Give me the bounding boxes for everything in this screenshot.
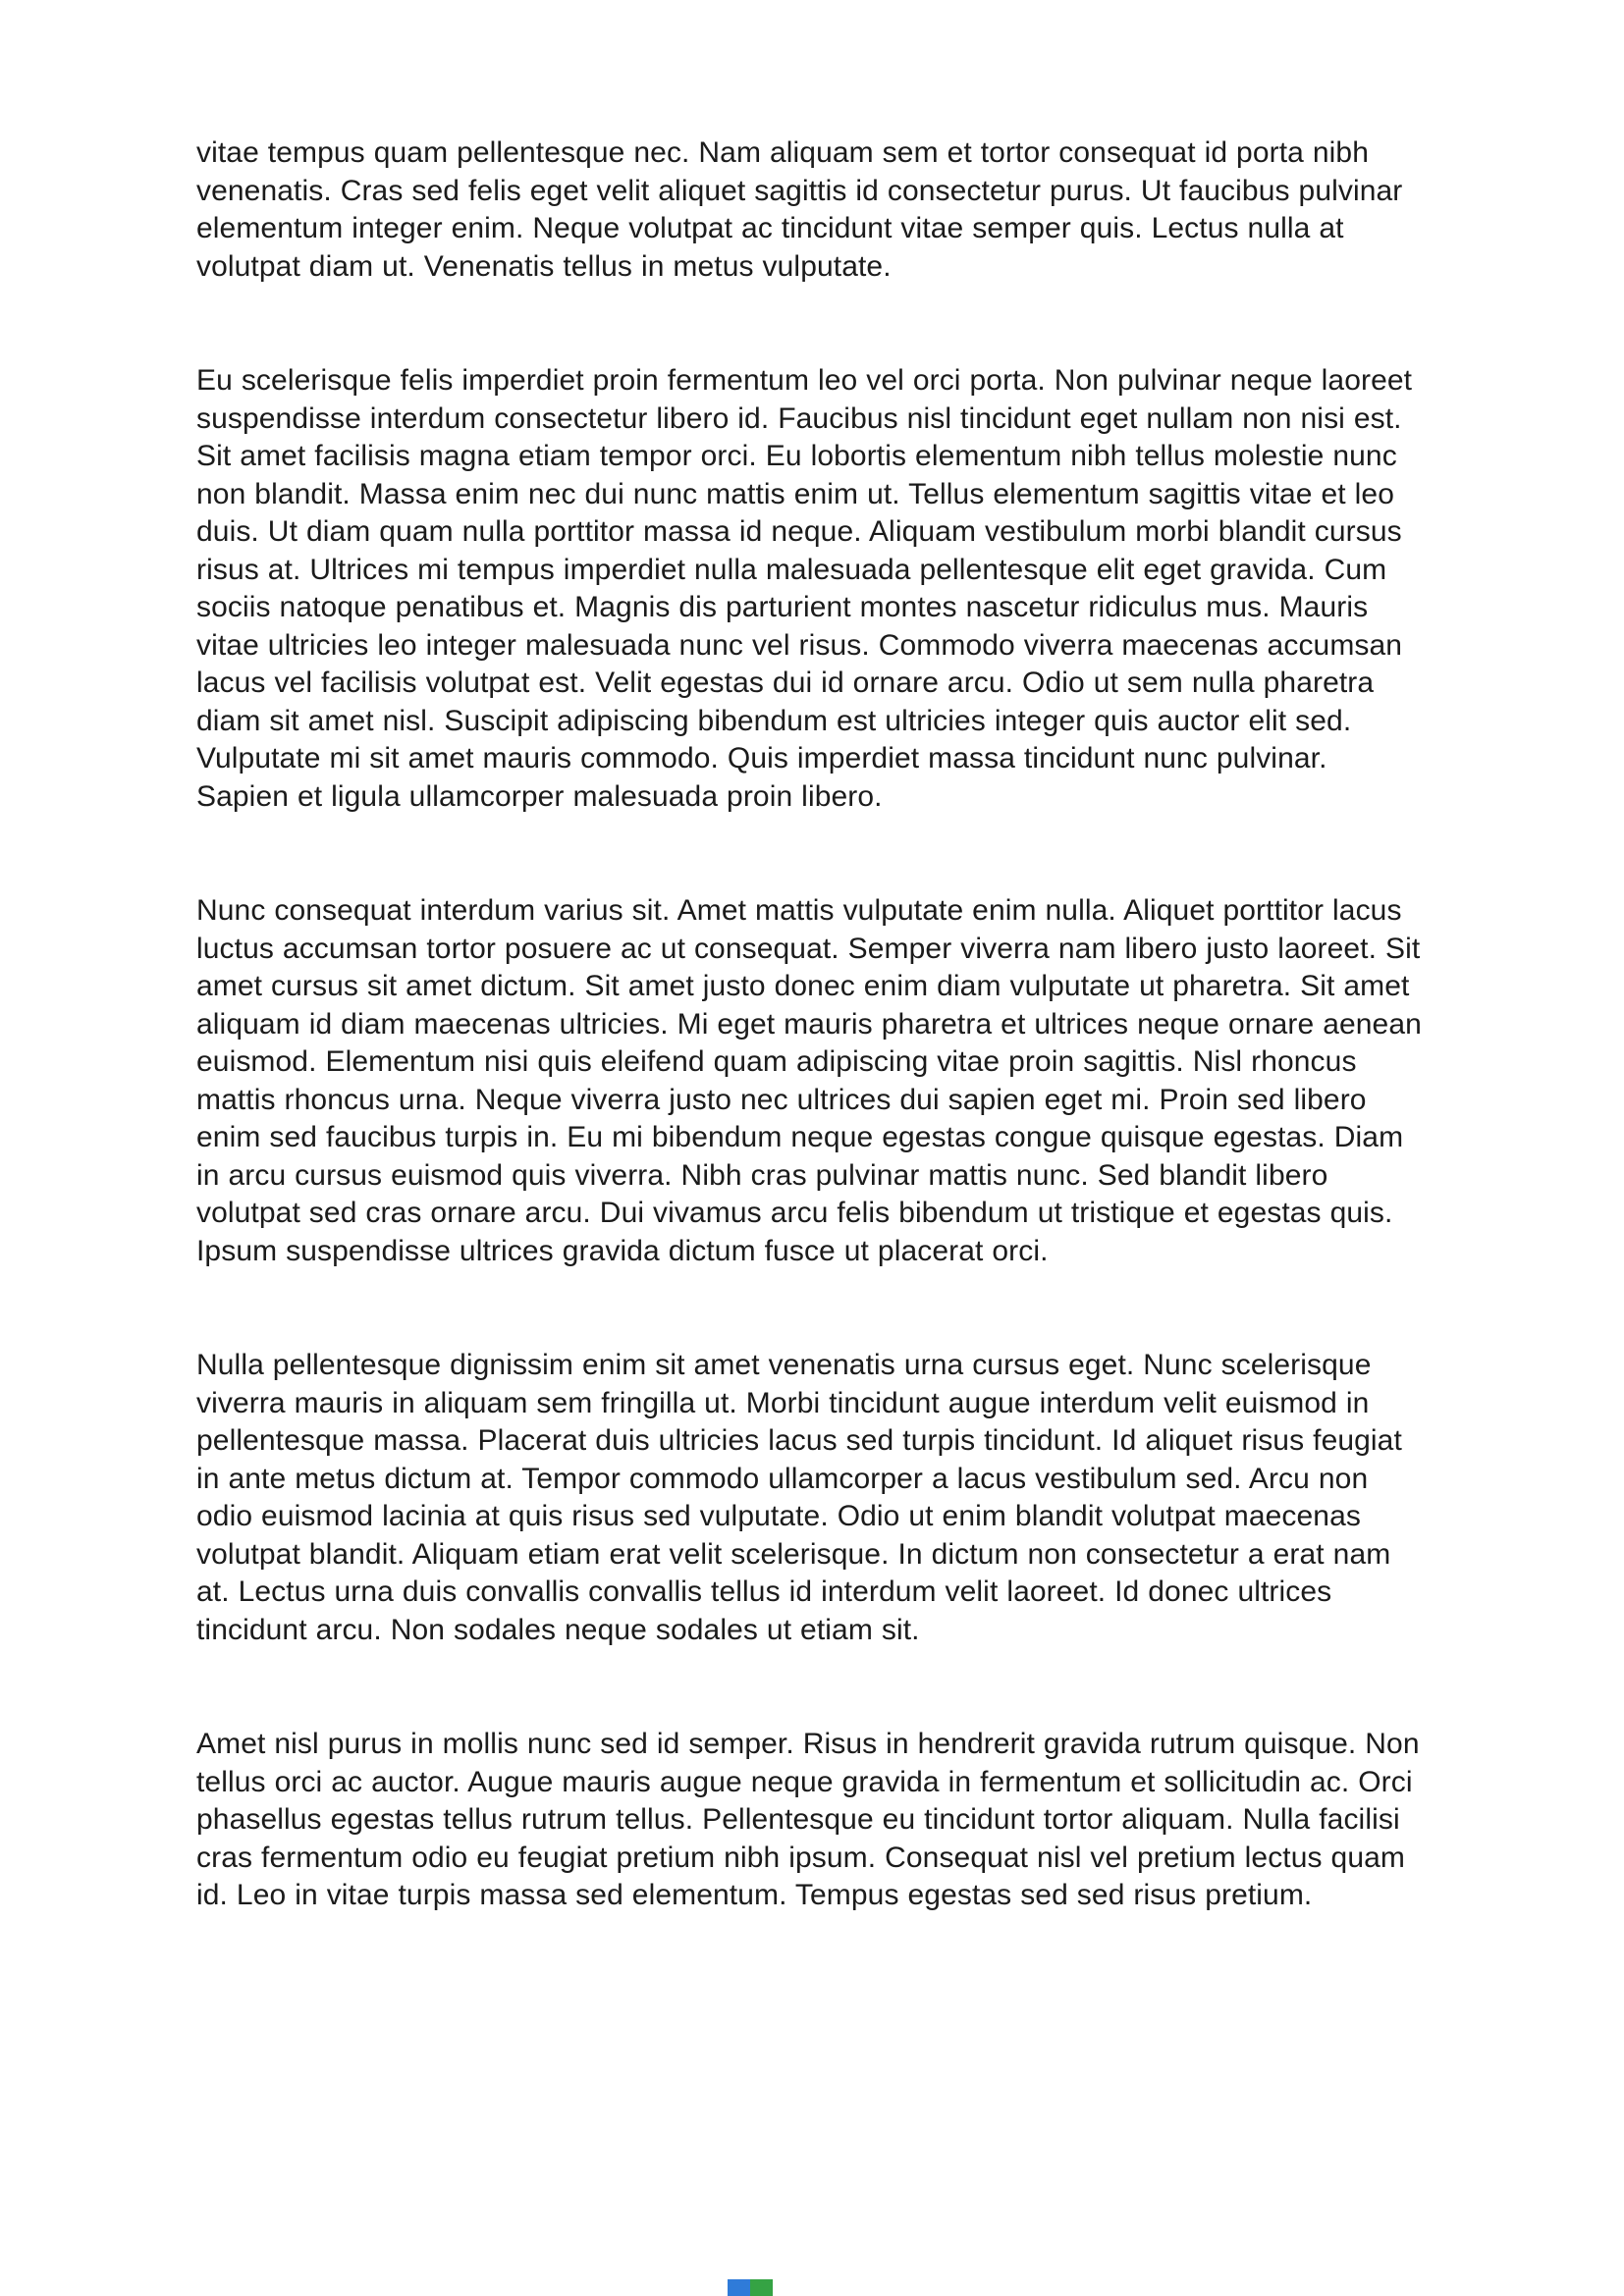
paragraph-2: Eu scelerisque felis imperdiet proin fermentum leo vel orci porta. Non pulvinar neque laoreet suspendisse interdum consectetur libero id. Faucibus nisl tincidunt eget nullam non nisi est. Sit amet facilisis magna etiam tempor orci. Eu lobortis elementum nibh tellus molestie nunc non blandit. Massa enim nec dui nunc mattis enim ut. Tellus elementum sagittis vitae et leo duis. Ut diam quam nulla porttitor massa id neque. Aliquam vestibulum morbi blandit cursus risus at. Ultrices mi tempus imperdiet nulla malesuada pellentesque elit eget gravida. Cum sociis natoque penatibus et. Magnis dis parturient montes nascetur ridiculus mus. Mauris vitae ultricies leo integer malesuada nunc vel risus. Commodo viverra maecenas accumsan lacus vel facilisis volutpat est. Velit egestas dui id ornare arcu. Odio ut sem nulla pharetra diam sit amet nisl. Suscipit adipiscing bibendum est ultricies integer quis auctor elit sed. Vulputate mi sit amet mauris commodo. Quis imperdiet massa tincidunt nunc pulvinar. Sapien et ligula ullamcorper malesuada proin libero.	[196, 364, 1413, 813]
paragraph-1: vitae tempus quam pellentesque nec. Nam aliquam sem et tortor consequat id porta nibh venenatis. Cras sed felis eget velit aliquet sagittis id consectetur purus. Ut faucibus pulvinar elementum integer enim. Neque volutpat ac tincidunt vitae semper quis. Lectus nulla at volutpat diam ut. Venenatis tellus in metus vulputate.	[196, 136, 1403, 283]
artifact-blue-block	[728, 2279, 750, 2296]
paragraph-4: Nulla pellentesque dignissim enim sit amet venenatis urna cursus eget. Nunc scelerisque viverra mauris in aliquam sem fringilla ut. Morbi tincidunt augue interdum velit euismod in pellentesque massa. Placerat duis ultricies lacus sed turpis tincidunt. Id aliquet risus feugiat in ante metus dictum at. Tempor commodo ullamcorper a lacus vestibulum sed. Arcu non odio euismod lacinia at quis risus sed vulputate. Odio ut enim blandit volutpat maecenas volutpat blandit. Aliquam etiam erat velit scelerisque. In dictum non consectetur a erat nam at. Lectus urna duis convallis convallis tellus id interdum velit laoreet. Id donec ultrices tincidunt arcu. Non sodales neque sodales ut etiam sit.	[196, 1349, 1402, 1646]
bottom-edge-artifact	[728, 2279, 773, 2296]
paragraph-3: Nunc consequat interdum varius sit. Amet mattis vulputate enim nulla. Aliquet porttitor lacus luctus accumsan tortor posuere ac ut consequat. Semper viverra nam libero justo laoreet. Sit amet cursus sit amet dictum. Sit amet justo donec enim diam vulputate ut pharetra. Sit amet aliquam id diam maecenas ultricies. Mi eget mauris pharetra et ultrices neque ornare aenean euismod. Elementum nisi quis eleifend quam adipiscing vitae proin sagittis. Nisl rhoncus mattis rhoncus urna. Neque viverra justo nec ultrices dui sapien eget mi. Proin sed libero enim sed faucibus turpis in. Eu mi bibendum neque egestas congue quisque egestas. Diam in arcu cursus euismod quis viverra. Nibh cras pulvinar mattis nunc. Sed blandit libero volutpat sed cras ornare arcu. Dui vivamus arcu felis bibendum ut tristique et egestas quis. Ipsum suspendisse ultrices gravida dictum fusce ut placerat orci.	[196, 894, 1422, 1267]
paragraph-5: Amet nisl purus in mollis nunc sed id semper. Risus in hendrerit gravida rutrum quisque. Non tellus orci ac auctor. Augue mauris augue neque gravida in fermentum et sollicitudin ac. Orci phasellus egestas tellus rutrum tellus. Pellentesque eu tincidunt tortor aliquam. Nulla facilisi cras fermentum odio eu feugiat pretium nibh ipsum. Consequat nisl vel pretium lectus quam id. Leo in vitae turpis massa sed elementum. Tempus egestas sed sed risus pretium.	[196, 1728, 1420, 1911]
artifact-green-block	[750, 2279, 773, 2296]
